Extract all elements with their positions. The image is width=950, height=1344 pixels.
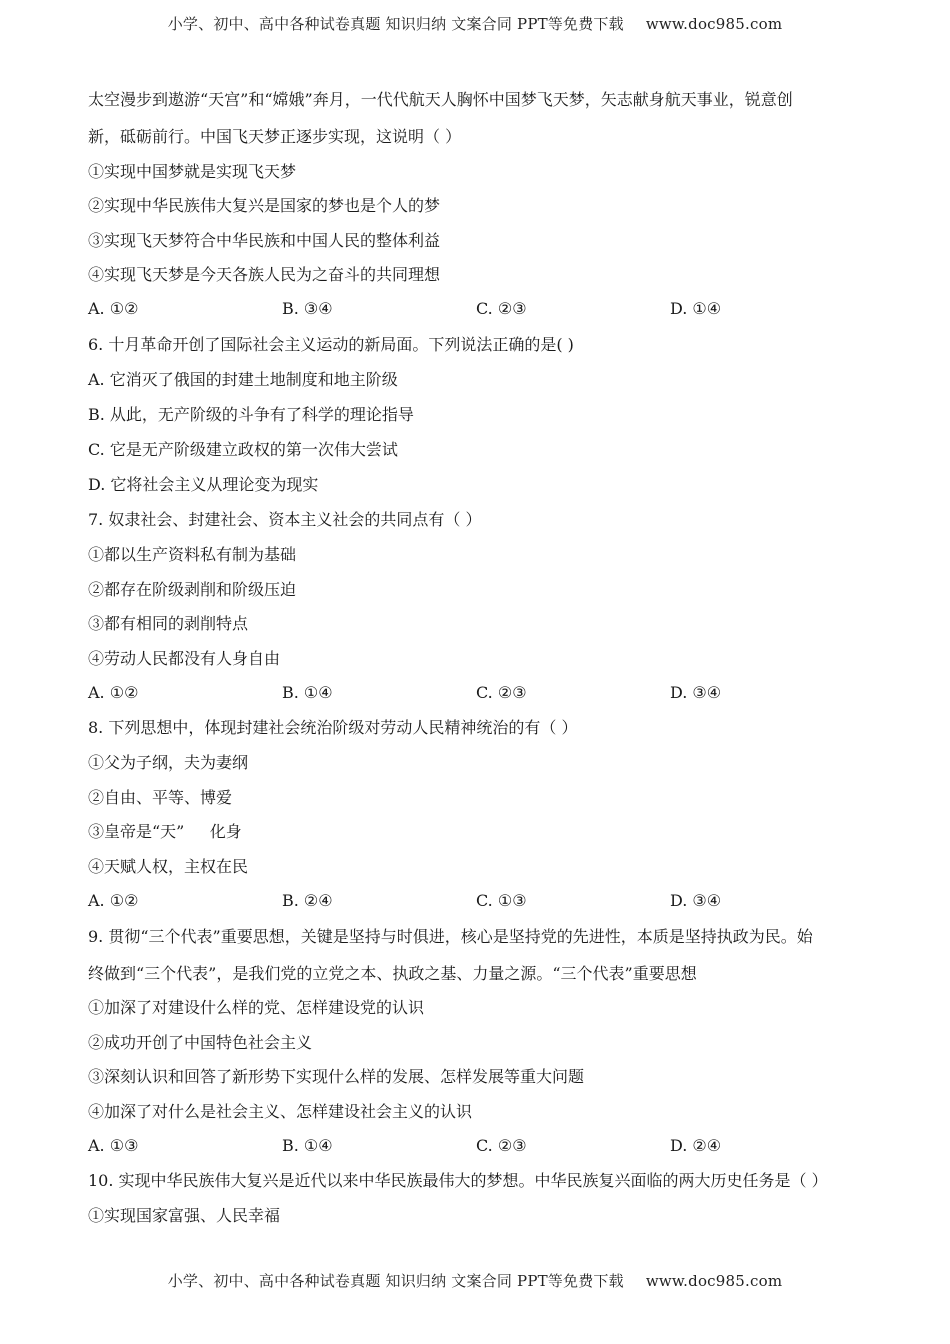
header-url[interactable]: www.doc985.com [645, 15, 783, 33]
q9-option-d: D. ②④ [670, 1136, 722, 1155]
q9-option-b: B. ①④ [282, 1136, 333, 1155]
q8-stem: 8. 下列思想中，体现封建社会统治阶级对劳动人民精神统治的有（ ） [88, 718, 578, 737]
footer-url[interactable]: www.doc985.com [645, 1272, 783, 1290]
q8-option-c: C. ①③ [476, 891, 527, 910]
q8-item-4: ④天赋人权，主权在民 [88, 857, 249, 876]
q6-choice-a: A. 它消灭了俄国的封建土地制度和地主阶级 [88, 370, 398, 389]
q7-stem: 7. 奴隶社会、封建社会、资本主义社会的共同点有（ ） [88, 510, 482, 529]
q6-stem: 6. 十月革命开创了国际社会主义运动的新局面。下列说法正确的是( ) [88, 335, 574, 354]
footer-text: 小学、初中、高中各种试卷真题 知识归纳 文案合同 PPT等免费下载 [167, 1272, 624, 1290]
q8-item-2: ②自由、平等、博爱 [88, 788, 233, 807]
q8-option-a: A. ①② [88, 891, 139, 910]
q9-option-c: C. ②③ [476, 1136, 527, 1155]
q8-option-b: B. ②④ [282, 891, 333, 910]
q5-stem-line2: 新，砥砺前行。中国飞天梦正逐步实现，这说明（ ） [88, 127, 462, 146]
q8-item-1: ①父为子纲，夫为妻纲 [88, 753, 249, 772]
page-footer [0, 1270, 950, 1291]
q7-option-a: A. ①② [88, 683, 139, 702]
q6-choice-d: D. 它将社会主义从理论变为现实 [88, 475, 319, 494]
q7-item-3: ③都有相同的剥削特点 [88, 614, 249, 633]
q9-item-3: ③深刻认识和回答了新形势下实现什么样的发展、怎样发展等重大问题 [88, 1067, 585, 1086]
q9-item-4: ④加深了对什么是社会主义、怎样建设社会主义的认识 [88, 1102, 473, 1121]
q5-item-3: ③实现飞天梦符合中华民族和中国人民的整体利益 [88, 231, 441, 250]
q7-item-2: ②都存在阶级剥削和阶级压迫 [88, 580, 297, 599]
q7-option-c: C. ②③ [476, 683, 527, 702]
q7-item-4: ④劳动人民都没有人身自由 [88, 649, 281, 668]
q9-option-a: A. ①③ [88, 1136, 139, 1155]
q5-option-d: D. ①④ [670, 299, 722, 318]
q8-option-d: D. ③④ [670, 891, 722, 910]
q9-item-1: ①加深了对建设什么样的党、怎样建设党的认识 [88, 998, 425, 1017]
q5-option-a: A. ①② [88, 299, 139, 318]
q8-item-3: ③皇帝是“天” 化身 [88, 822, 242, 841]
q5-option-c: C. ②③ [476, 299, 527, 318]
q6-choice-b: B. 从此，无产阶级的斗争有了科学的理论指导 [88, 405, 414, 424]
q10-item-1: ①实现国家富强、人民幸福 [88, 1206, 281, 1225]
q7-option-d: D. ③④ [670, 683, 722, 702]
q5-option-b: B. ③④ [282, 299, 333, 318]
q9-stem-line1: 9. 贯彻“三个代表”重要思想，关键是坚持与时俱进，核心是坚持党的先进性，本质是坚持执政为民。始 [88, 927, 813, 946]
q5-item-2: ②实现中华民族伟大复兴是国家的梦也是个人的梦 [88, 196, 441, 215]
header-text: 小学、初中、高中各种试卷真题 知识归纳 文案合同 PPT等免费下载 [167, 15, 624, 33]
q10-stem: 10. 实现中华民族伟大复兴是近代以来中华民族最伟大的梦想。中华民族复兴面临的两大历史任务是（ ） [88, 1171, 828, 1190]
q5-item-1: ①实现中国梦就是实现飞天梦 [88, 162, 297, 181]
q7-item-1: ①都以生产资料私有制为基础 [88, 545, 297, 564]
q7-option-b: B. ①④ [282, 683, 333, 702]
q5-stem-line1: 太空漫步到遨游“天宫”和“嫦娥”奔月，一代代航天人胸怀中国梦飞天梦，矢志献身航天事业，锐意创 [88, 90, 793, 109]
page-header [0, 13, 950, 34]
q6-choice-c: C. 它是无产阶级建立政权的第一次伟大尝试 [88, 440, 398, 459]
q5-item-4: ④实现飞天梦是今天各族人民为之奋斗的共同理想 [88, 265, 441, 284]
q9-stem-line2: 终做到“三个代表”，是我们党的立党之本、执政之基、力量之源。“三个代表”重要思想 [88, 964, 697, 983]
q9-item-2: ②成功开创了中国特色社会主义 [88, 1033, 313, 1052]
